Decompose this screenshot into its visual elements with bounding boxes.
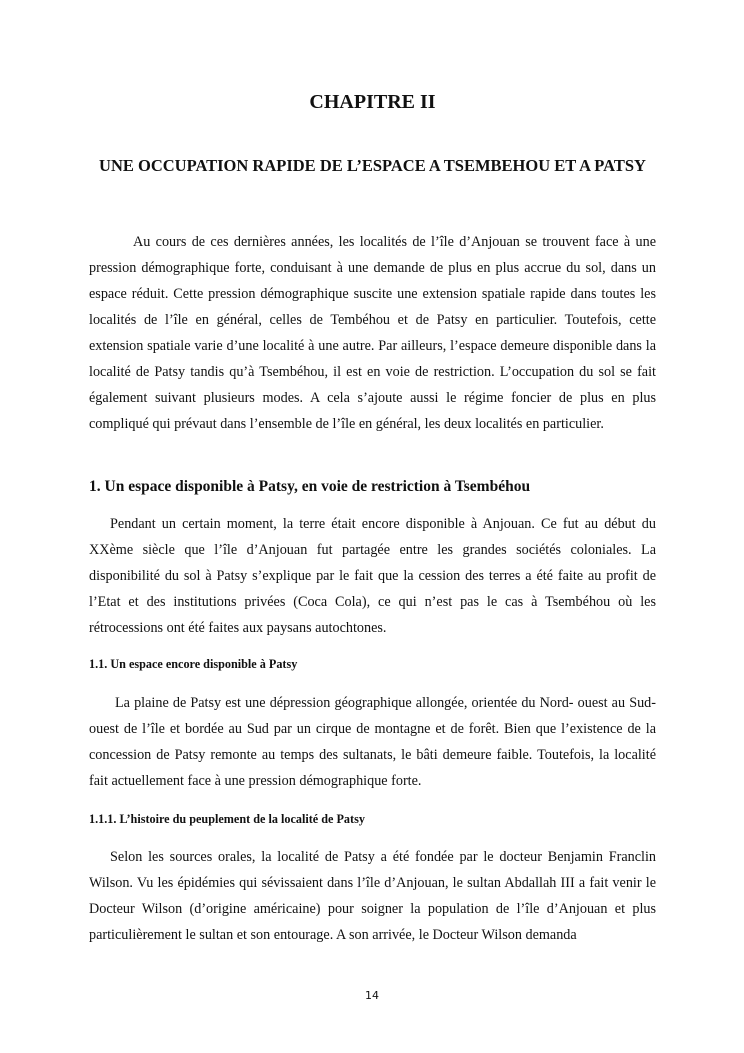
section-heading-1-1: 1.1. Un espace encore disponible à Patsy xyxy=(89,657,298,671)
section-heading-1-1-1: 1.1.1. L’histoire du peuplement de la localité de Patsy xyxy=(89,812,365,826)
section-heading-1: 1. Un espace disponible à Patsy, en voie de restriction à Tsembéhou xyxy=(89,478,531,495)
section-1-1-paragraph: La plaine de Patsy est une dépression géographique allongée, orientée du Nord- ouest au Sud-ouest de l’île et bordée au Sud par un cirque de montagne et de forêt. Bien que l’existence de la concession de Patsy remonte au temps des sultanats, le bâti demeure faible. Toutefois, la localité fait actuellement face à une pression démographique forte. xyxy=(89,695,656,789)
section-1-paragraph: Pendant un certain moment, la terre était encore disponible à Anjouan. Ce fut au début du XXème siècle que l’île d’Anjouan fut partagée entre les grandes sociétés coloniales. La disponibilité du sol à Patsy s’explique par le fait que la cession des terres a été faite au profit de l’Etat et des institutions privées (Coca Cola), ce qui n’est pas le cas à Tsembéhou où les rétrocessions ont été faites aux paysans autochtones. xyxy=(89,516,656,636)
section-1-1-1-paragraph: Selon les sources orales, la localité de Patsy a été fondée par le docteur Benjamin Franclin Wilson. Vu les épidémies qui sévissaient dans l’île d’Anjouan, le sultan Abdallah III a fait venir le Docteur Wilson (d’origine américaine) pour soigner la population de l’île d’Anjouan et plus particulièrement le sultan et son entourage. A son arrivée, le Docteur Wilson demanda xyxy=(89,849,656,943)
intro-paragraph: Au cours de ces dernières années, les localités de l’île d’Anjouan se trouvent face à une pression démographique forte, conduisant à une demande de plus en plus accrue du sol, dans un espace réduit. Cette pression démographique suscite une extension spatiale rapide dans toutes les localités de l’île en général, celles de Tembéhou et de Patsy en particulier. Toutefois, cette extension spatiale varie d’une localité à une autre. Par ailleurs, l’espace demeure disponible dans la localité de Patsy tandis qu’à Tsembéhou, il est en voie de restriction. L’occupation du sol se fait également suivant plusieurs modes. A cela s’ajoute aussi le régime foncier de plus en plus compliqué qui prévaut dans l’ensemble de l’île en général, les deux localités en particulier. xyxy=(89,234,656,432)
chapter-title: CHAPITRE II xyxy=(309,91,436,113)
page-number: 14 xyxy=(365,989,379,1002)
chapter-subtitle: UNE OCCUPATION RAPIDE DE L’ESPACE A TSEMBEHOU ET A PATSY xyxy=(99,156,646,175)
